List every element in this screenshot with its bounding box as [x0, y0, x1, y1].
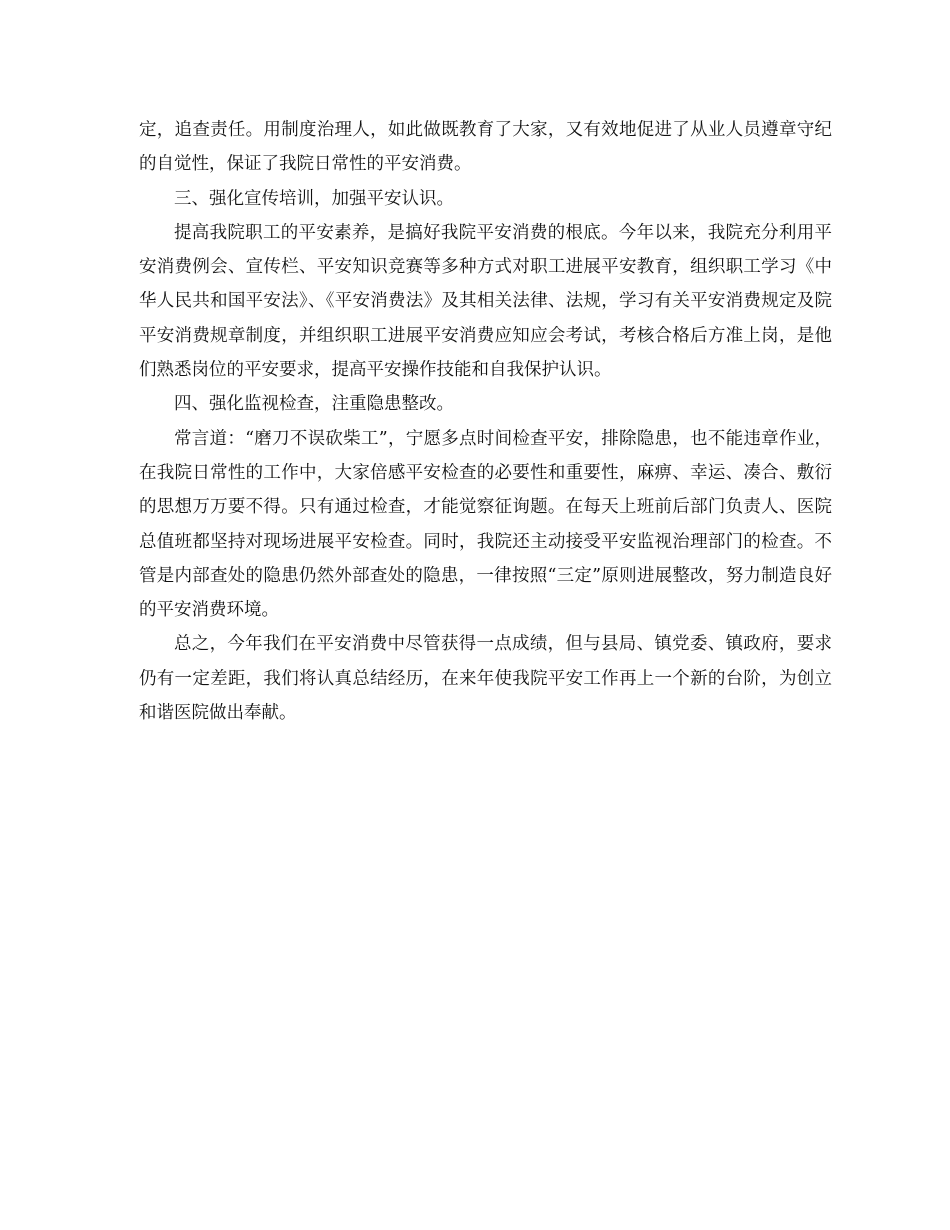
paragraph-inspection: 常言道：“磨刀不误砍柴工”，宁愿多点时间检查平安，排除隐患，也不能违章作业，在我院日常性的工作中，大家倍感平安检查的必要性和重要性，麻痹、幸运、凑合、敷衍的思想万万要不得。只有通过检查，才能觉察征询题。在每天上班前后部门负责人、医院总值班都坚持对现场进展平安检查。同时，我院还主动接受平安监视治理部门的检查。不管是内部查处的隐患仍然外部查处的隐患，一律按照“三定”原则进展整改，努力制造良好的平安消费环境。 [139, 428, 832, 621]
paragraph-conclusion: 总之，今年我们在平安消费中尽管获得一点成绩，但与县局、镇党委、镇政府，要求仍有一定差距，我们将认真总结经历，在来年使我院平安工作再上一个新的台阶，为创立和谐医院做出奉献。 [139, 634, 832, 724]
section-heading-3: 三、强化宣传培训，加强平安认识。 [174, 188, 454, 209]
document-body [139, 113, 832, 730]
paragraph-continuation: 定，追查责任。用制度治理人，如此做既教育了大家，又有效地促进了从业人员遵章守纪的自觉性，保证了我院日常性的平安消费。 [139, 120, 832, 175]
paragraph-training: 提高我院职工的平安素养，是搞好我院平安消费的根底。今年以来，我院充分利用平安消费例会、宣传栏、平安知识竞赛等多种方式对职工进展平安教育，组织职工学习《中华人民共和国平安法》、《平安消费法》及其相关法律、法规，学习有关平安消费规定及院平安消费规章制度，并组织职工进展平安消费应知应会考试，考核合格后方准上岗，是他们熟悉岗位的平安要求，提高平安操作技能和自我保护认识。 [139, 222, 832, 381]
section-heading-4: 四、强化监视检查，注重隐患整改。 [174, 394, 454, 415]
